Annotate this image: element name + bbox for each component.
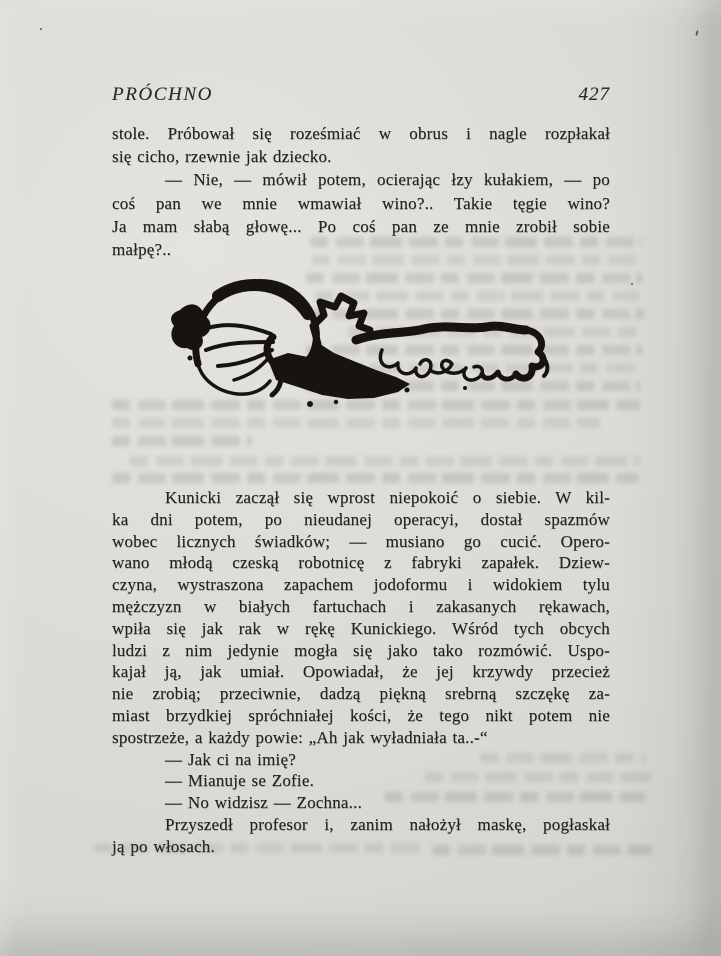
text-line: czyna, wystraszona zapachem jodoformu i widokiem tylu xyxy=(112,575,610,595)
text-line: ją po włosach. xyxy=(112,836,215,856)
text-block-top xyxy=(112,122,610,261)
text-line: wano młodą czeską robotnicę z fabryki zapałek. Dziew- xyxy=(112,553,610,573)
text-line: coś pan we mnie wmawiał wino?.. Takie tęgie wino? xyxy=(112,193,610,213)
text-line: ludzi z nim jedynie mogła się jako tako rozmówić. Uspo- xyxy=(112,640,610,660)
text-line: spostrzeże, a każdy powie: „Ah jak wyładniała ta..-“ xyxy=(112,727,488,747)
text-line: Kunicki zaczął się wprost niepokoić o siebie. W kil- xyxy=(165,488,610,507)
scan-speck xyxy=(695,30,699,36)
text-line: — Nie, — mówił potem, ocierając łzy kułakiem, — po xyxy=(165,170,610,190)
dialog-line: — No widzisz — Zochna... xyxy=(165,793,363,813)
text-line: Przyszedł profesor i, zanim nałożył maskę, pogłaskał xyxy=(165,814,610,834)
text-line: miast brzydkiej spróchniałej kości, że tego nikt potem nie xyxy=(112,705,610,725)
text-line: Ja mam słabą głowę... Po coś pan ze mnie zrobił sobie xyxy=(112,216,610,236)
text-line: się cicho, rzewnie jak dziecko. xyxy=(112,147,332,167)
text-line: stole. Próbował się roześmiać w obrus i nagle rozpłakał xyxy=(112,124,610,143)
text-line: nie zrobią; przeciwnie, dadzą piękną srebrną szczękę za- xyxy=(112,684,610,704)
text-line: wobec licznych świadków; — musiano go cucić. Opero- xyxy=(112,531,610,551)
scan-speck xyxy=(631,283,633,285)
page-number: 427 xyxy=(578,84,610,105)
dialog-line: — Mianuje se Zofie. xyxy=(165,771,315,791)
text-line: wpiła się jak rak w rękę Kunickiego. Wśród tych obcych xyxy=(112,618,610,638)
text-line: kajał ją, jak umiał. Opowiadał, że jej krzywdy przecież xyxy=(112,662,610,682)
scan-speck xyxy=(40,28,42,30)
text-block-bottom xyxy=(112,487,610,858)
dialog-line: — Jak ci na imię? xyxy=(165,749,296,769)
book-title: PRÓCHNO xyxy=(112,84,213,105)
book-illustration xyxy=(160,268,564,408)
text-line: małpę?.. xyxy=(112,240,172,260)
text-line: ka dni potem, po nieudanej operacyi, dostał spazmów xyxy=(112,509,610,529)
page-header xyxy=(112,84,610,106)
text-line: mężczyzn w białych fartuchach i zakasanych rękawach, xyxy=(112,596,610,616)
